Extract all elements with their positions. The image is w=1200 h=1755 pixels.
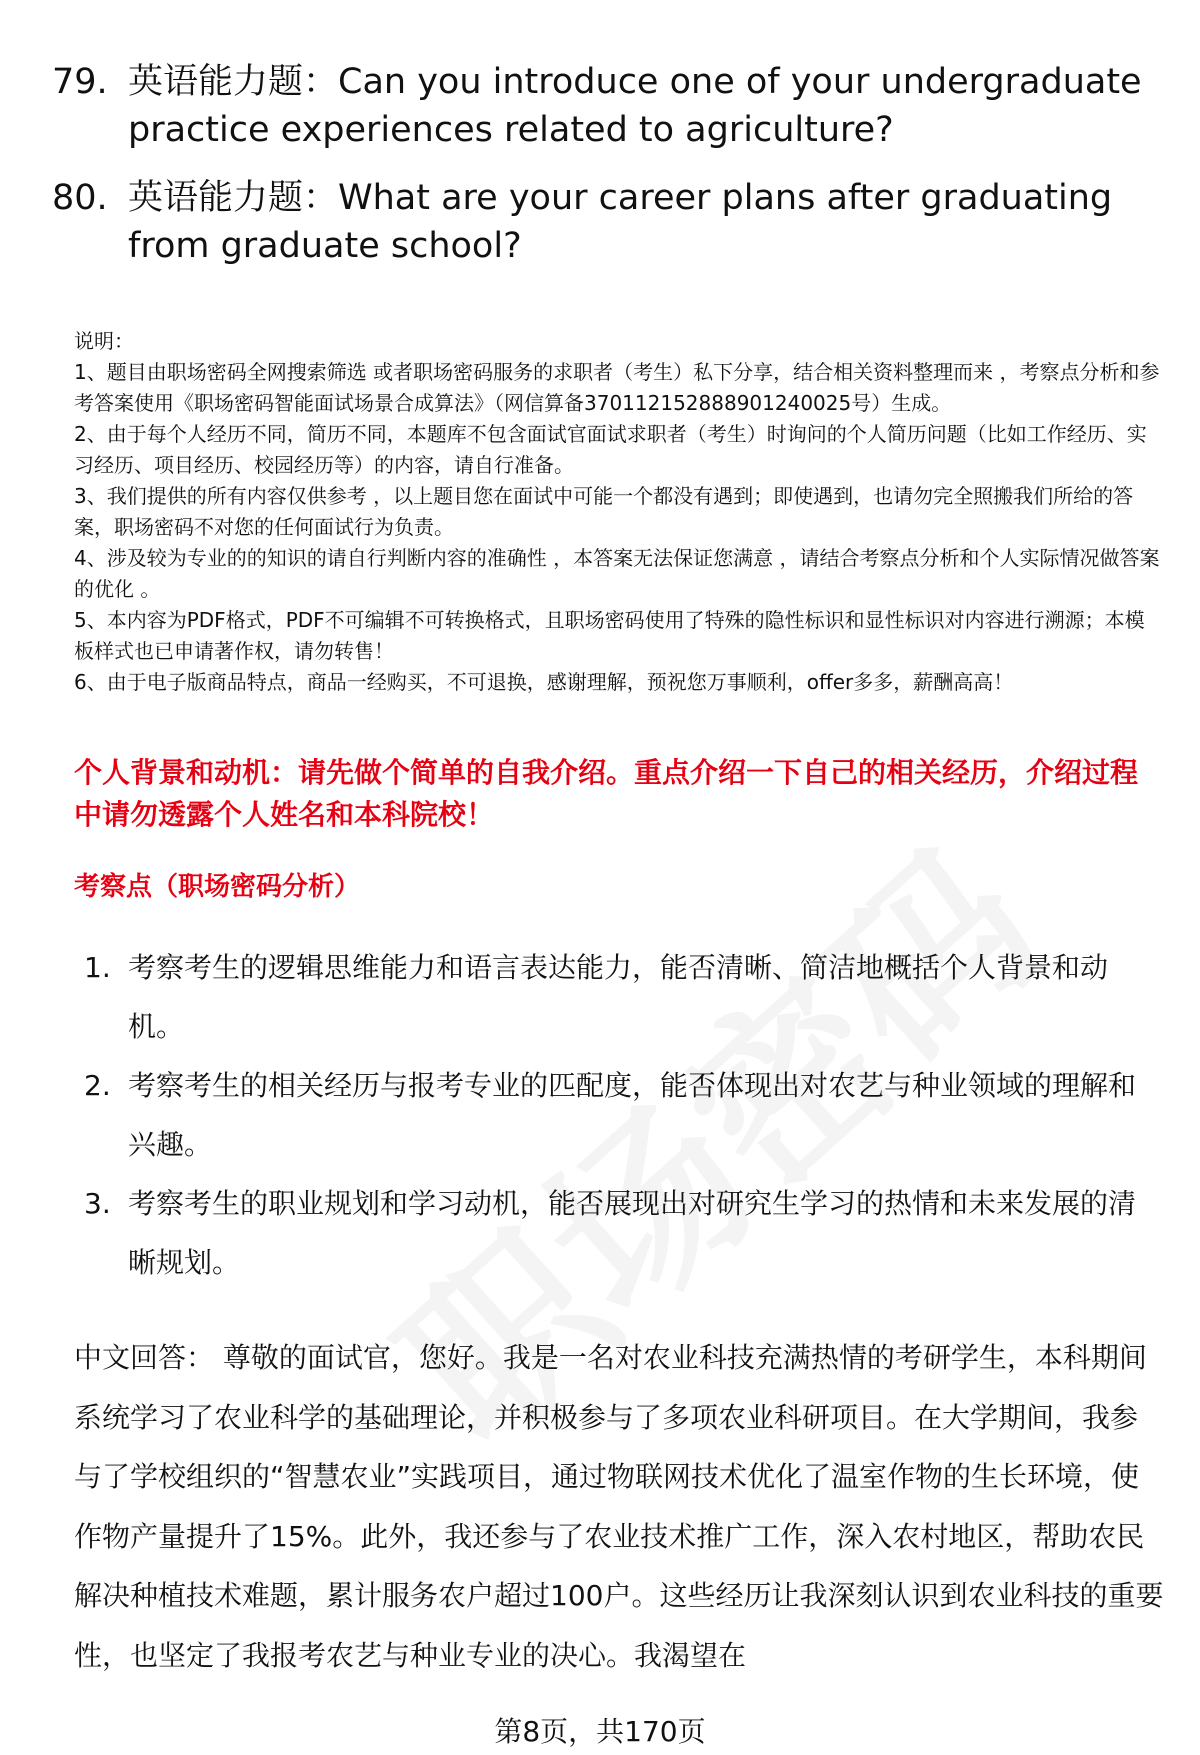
point-text: 考察考生的职业规划和学习动机，能否展现出对研究生学习的热情和未来发展的清晰规划。 bbox=[128, 1187, 1137, 1279]
point-number: 3. bbox=[84, 1187, 111, 1220]
analysis-points bbox=[84, 938, 1160, 1292]
question-heading: 个人背景和动机：请先做个简单的自我介绍。重点介绍一下自己的相关经历，介绍过程中请勿透露个人姓名和本科院校！ bbox=[74, 756, 1139, 831]
question-text: 英语能力题：Can you introduce one of your undergraduate practice experiences related to agriculture? bbox=[128, 62, 1142, 150]
question-number: 80. bbox=[52, 178, 108, 218]
note-item: 4、涉及较为专业的的知识的请自行判断内容的准确性 ，本答案无法保证您满意 ，请结合考察点分析和个人实际情况做答案的优化 。 bbox=[74, 546, 1160, 601]
question-item bbox=[52, 58, 1152, 154]
note-item: 5、本内容为PDF格式，PDF不可编辑不可转换格式，且职场密码使用了特殊的隐性标识和显性标识对内容进行溯源；本模板样式也已申请著作权，请勿转售！ bbox=[74, 608, 1145, 663]
question-list bbox=[52, 58, 1152, 290]
analysis-point bbox=[84, 1056, 1160, 1174]
page-footer: 第8页，共170页 bbox=[494, 1715, 706, 1748]
note-item: 1、题目由职场密码全网搜索筛选 或者职场密码服务的求职者（考生）私下分享，结合相关资料整理而来 ，考察点分析和参考答案使用《职场密码智能面试场景合成算法》（网信算备370112152888901240025号）生成。 bbox=[74, 360, 1160, 415]
point-number: 2. bbox=[84, 1069, 111, 1102]
point-text: 考察考生的逻辑思维能力和语言表达能力，能否清晰、简洁地概括个人背景和动机。 bbox=[128, 951, 1109, 1043]
question-number: 79. bbox=[52, 62, 108, 102]
answer-paragraph: 中文回答： 尊敬的面试官，您好。我是一名对农业科技充满热情的考研学生，本科期间系统学习了农业科学的基础理论，并积极参与了多项农业科研项目。在大学期间，我参与了学校组织的“智慧农业”实践项目，通过物联网技术优化了温室作物的生长环境，使作物产量提升了15%。此外，我还参与了农业技术推广工作，深入农村地区，帮助农民解决种植技术难题，累计服务农户超过100户。这些经历让我深刻认识到农业科技的重要性，也坚定了我报考农艺与种业专业的决心。我渴望在 bbox=[74, 1341, 1164, 1672]
point-text: 考察考生的相关经历与报考专业的匹配度，能否体现出对农艺与种业领域的理解和兴趣。 bbox=[128, 1069, 1137, 1161]
analysis-point bbox=[84, 938, 1160, 1056]
question-text: 英语能力题：What are your career plans after graduating from graduate school? bbox=[128, 178, 1113, 266]
analysis-heading: 考察点（职场密码分析） bbox=[74, 872, 361, 902]
point-number: 1. bbox=[84, 951, 111, 984]
notes-section bbox=[74, 326, 1162, 698]
note-item: 2、由于每个人经历不同，简历不同，本题库不包含面试官面试求职者（考生）时询问的个人简历问题（比如工作经历、实习经历、项目经历、校园经历等）的内容，请自行准备。 bbox=[74, 422, 1147, 477]
analysis-point bbox=[84, 1174, 1160, 1292]
question-item bbox=[52, 174, 1152, 270]
note-item: 6、由于电子版商品特点，商品一经购买，不可退换，感谢理解，预祝您万事顺利，offer多多，薪酬高高！ bbox=[74, 670, 1014, 694]
notes-title: 说明： bbox=[74, 329, 134, 353]
note-item: 3、我们提供的所有内容仅供参考 ，以上题目您在面试中可能一个都没有遇到；即使遇到，也请勿完全照搬我们所给的答案，职场密码不对您的任何面试行为负责。 bbox=[74, 484, 1134, 539]
